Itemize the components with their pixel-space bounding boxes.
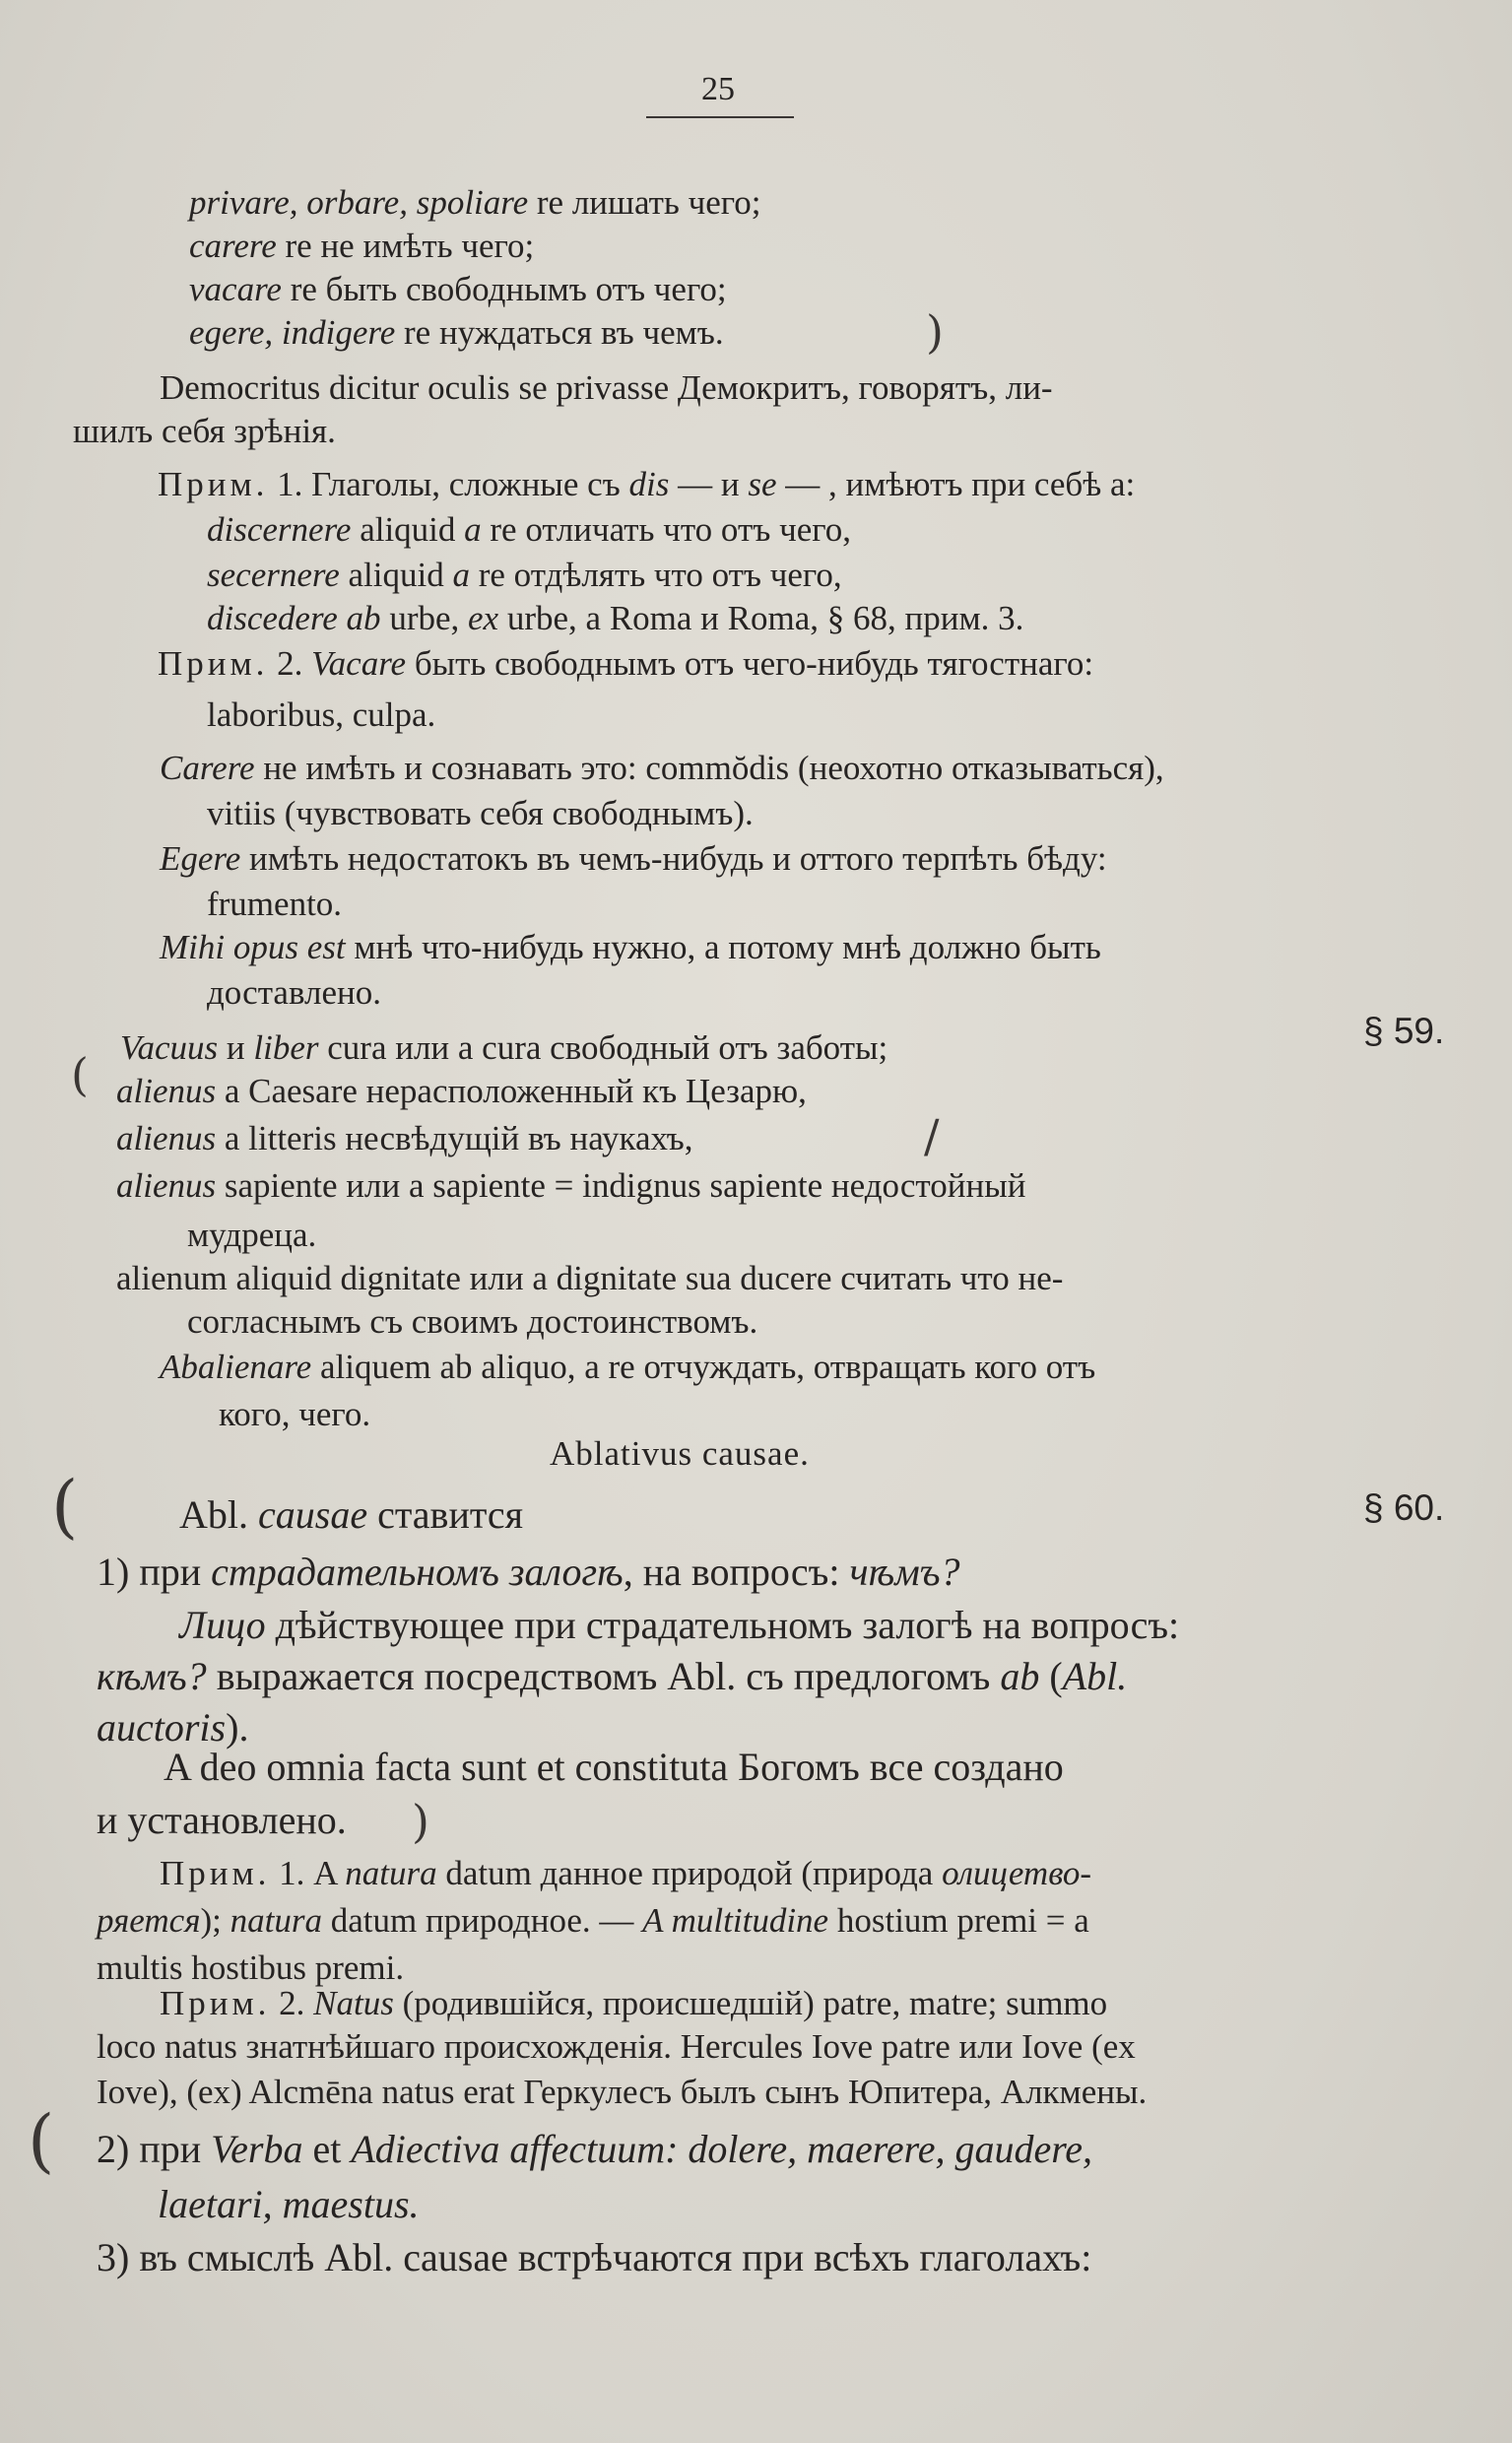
text-line-03: vacare re быть свободнымъ отъ чего; [189,270,727,308]
text-line-38: multis hostibus premi. [97,1948,405,1987]
section-60-mark: § 60. [1363,1487,1445,1528]
text-line-18: доставлено. [207,973,382,1012]
text-line-42: 2) при Verba et Adiectiva affectuum: dolere, maerere, gaudere, [97,2127,1093,2171]
text-line-24: alienum aliquid dignitate или a dignitate sua ducere считать что не- [116,1259,1064,1297]
text-line-37: ряется); natura datum природное. — A multitudine hostium premi = a [97,1901,1089,1940]
text-line-31: Лицо дѣйствующее при страдательномъ залогѣ на вопросъ: [179,1603,1180,1647]
text-line-15: Egere имѣть недостатокъ въ чемъ-нибудь и оттого терпѣть бѣду: [160,839,1107,878]
text-line-43: laetari, maestus. [158,2182,420,2226]
text-line-07: Прим. 1. Глаголы, сложные съ dis — и se — , имѣютъ при себѣ a: [158,465,1136,503]
text-line-20: alienus a Caesare нерасположенный къ Цезарю, [116,1072,807,1110]
text-line-21: alienus a litteris несвѣдущій въ наукахъ, [116,1119,693,1157]
text-line-06: шилъ себя зрѣнія. [73,412,336,450]
text-line-40: loco natus знатнѣйшаго происхожденія. Hercules Iove patre или Iove (ex [97,2027,1136,2066]
text-line-11: Прим. 2. Vacare быть свободнымъ отъ чего-нибудь тягостнаго: [158,644,1094,683]
text-line-01: privare, orbare, spoliare re лишать чего; [189,183,761,222]
text-line-39: Прим. 2. Natus (родившійся, происшедшій) patre, matre; summo [160,1984,1108,2022]
section-heading: Ablativus causae. [550,1434,810,1473]
text-line-36: Прим. 1. A natura datum данное природой (природа олицетво- [160,1854,1092,1892]
text-line-16: frumento. [207,885,343,923]
text-line-04: egere, indigere re нуждаться въ чемъ. [189,313,724,352]
text-line-26: Abalienare aliquem ab aliquo, a re отчуждать, отвращать кого отъ [160,1348,1096,1386]
page-number: 25 [701,71,735,107]
text-line-08: discernere aliquid a re отличать что отъ чего, [207,510,851,549]
text-line-02: carere re не имѣть чего; [189,227,535,265]
pencil-slash-mark: / [924,1109,940,1162]
page-number-rule [646,116,794,118]
text-line-32: кѣмъ? выражается посредствомъ Abl. съ предлогомъ ab (Abl. [97,1654,1128,1698]
text-line-05: Democritus dicitur oculis se privasse Демокритъ, говорятъ, ли- [160,368,1053,407]
text-line-12: laboribus, culpa. [207,695,436,734]
margin-bracket-mark: ( [28,2100,55,2181]
text-line-33: auctoris). [97,1705,249,1750]
text-line-41: Iove), (ex) Alcmēna natus erat Геркулесъ былъ сынъ Юпитера, Алкмены. [97,2073,1148,2111]
section-59-mark: § 59. [1363,1011,1445,1051]
text-line-30: 1) при страдательномъ залогѣ, на вопросъ: чѣмъ? [97,1550,960,1594]
text-line-17: Mihi opus est мнѣ что-нибудь нужно, а потому мнѣ должно быть [160,928,1101,966]
text-line-44: 3) въ смыслѣ Abl. causae встрѣчаются при всѣхъ глаголахъ: [97,2235,1092,2279]
text-line-22: alienus sapiente или a sapiente = indignus sapiente недостойный [116,1166,1026,1205]
text-line-09: secernere aliquid a re отдѣлять что отъ чего, [207,556,842,594]
text-line-23: мудреца. [187,1216,317,1254]
margin-bracket-mark: ( [71,1048,89,1101]
pencil-close-bracket-mark: ) [412,1795,429,1848]
text-line-14: vitiis (чувствовать себя свободнымъ). [207,794,754,832]
pencil-close-bracket-mark: ) [926,305,944,359]
text-line-10: discedere ab urbe, ex urbe, a Roma и Roma, § 68, прим. 3. [207,599,1024,637]
text-line-35: и установлено. [97,1798,347,1842]
text-line-13: Carere не имѣть и сознавать это: commŏdis (неохотно отказываться), [160,749,1164,787]
text-line-25: согласнымъ съ своимъ достоинствомъ. [187,1302,758,1341]
text-line-34: A deo omnia facta sunt et constituta Богомъ все создано [164,1745,1064,1789]
margin-bracket-mark: ( [51,1466,79,1547]
text-line-27: кого, чего. [219,1395,371,1433]
text-line-19: Vacuus и liber cura или a cura свободный отъ заботы; [120,1028,888,1067]
text-line-29: Abl. causae ставится [179,1492,523,1537]
